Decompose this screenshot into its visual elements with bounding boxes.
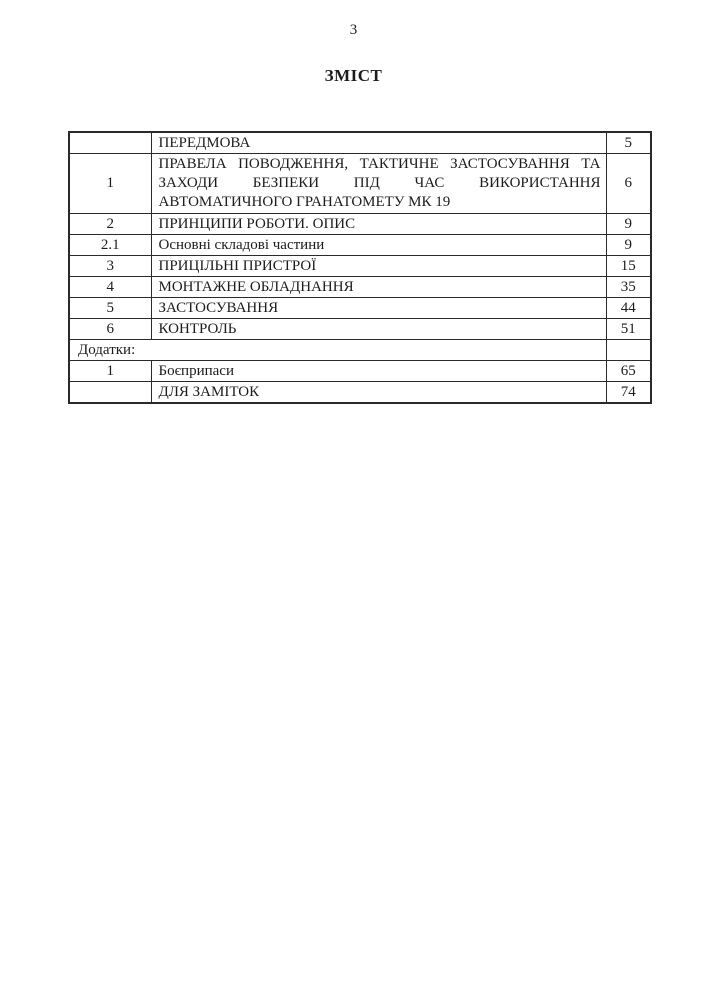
toc-entry-number: 2 <box>69 214 151 235</box>
toc-entry-title: ЗАСТОСУВАННЯ <box>151 298 606 319</box>
toc-entry-title: ПРИНЦИПИ РОБОТИ. ОПИС <box>151 214 606 235</box>
table-row <box>69 277 651 298</box>
toc-entry-title: ПРАВЕЛА ПОВОДЖЕННЯ, ТАКТИЧНЕ ЗАСТОСУВАННЯ ТА ЗАХОДИ БЕЗПЕКИ ПІД ЧАС ВИКОРИСТАННЯ АВТОМАТИЧНОГО ГРАНАТОМЕТУ МК 19 <box>151 154 606 214</box>
toc-entry-page: 9 <box>606 214 651 235</box>
toc-entry-number <box>69 132 151 154</box>
toc-entry-page: 5 <box>606 132 651 154</box>
toc-entry-title: КОНТРОЛЬ <box>151 319 606 340</box>
toc-table <box>68 131 652 404</box>
toc-entry-title: Основні складові частини <box>151 235 606 256</box>
toc-entry-title: ДЛЯ ЗАМІТОК <box>151 382 606 404</box>
toc-entry-number: 5 <box>69 298 151 319</box>
toc-entry-page: 15 <box>606 256 651 277</box>
toc-entry-page: 35 <box>606 277 651 298</box>
toc-entry-page: 65 <box>606 361 651 382</box>
toc-entry-number: 3 <box>69 256 151 277</box>
page-title: ЗМІСТ <box>324 66 383 85</box>
toc-entry-page: 74 <box>606 382 651 404</box>
table-row <box>69 154 651 214</box>
toc-entry-page: 51 <box>606 319 651 340</box>
table-row-section <box>69 340 651 361</box>
toc-entry-number: 1 <box>69 154 151 214</box>
table-row <box>69 132 651 154</box>
toc-entry-number <box>69 382 151 404</box>
table-row <box>69 319 651 340</box>
toc-entry-number: 4 <box>69 277 151 298</box>
toc-entry-page: 9 <box>606 235 651 256</box>
toc-entry-number: 6 <box>69 319 151 340</box>
toc-entry-title: ПЕРЕДМОВА <box>151 132 606 154</box>
toc-entry-number: 2.1 <box>69 235 151 256</box>
table-row <box>69 256 651 277</box>
toc-entry-page: 6 <box>606 154 651 214</box>
toc-entry-title: ПРИЦІЛЬНІ ПРИСТРОЇ <box>151 256 606 277</box>
table-row <box>69 235 651 256</box>
toc-entry-number: 1 <box>69 361 151 382</box>
toc-entry-page: 44 <box>606 298 651 319</box>
toc-entry-page <box>606 340 651 361</box>
toc-entry-title: МОНТАЖНЕ ОБЛАДНАННЯ <box>151 277 606 298</box>
table-row <box>69 382 651 404</box>
page-number: 3 <box>349 22 358 38</box>
toc-entry-title: Боєприпаси <box>151 361 606 382</box>
toc-section-label: Додатки: <box>69 340 606 361</box>
table-row <box>69 214 651 235</box>
table-row <box>69 361 651 382</box>
table-row <box>69 298 651 319</box>
